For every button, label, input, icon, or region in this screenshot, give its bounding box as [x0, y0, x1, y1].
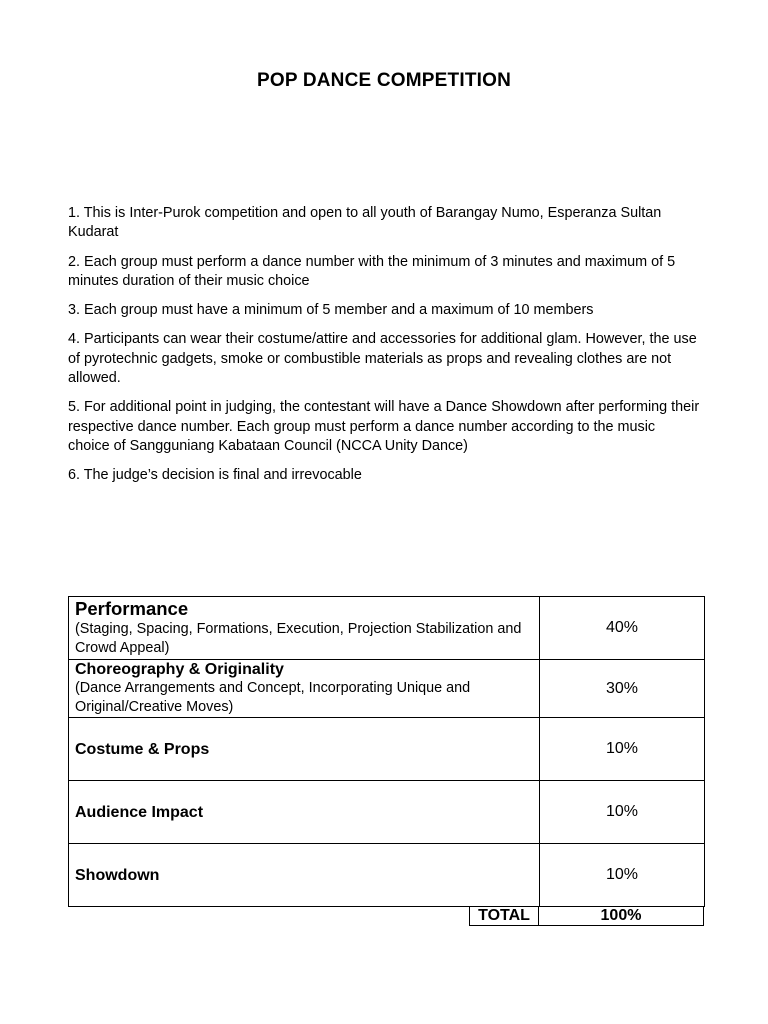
criteria-percentage: 10%: [540, 844, 705, 907]
criteria-cell: [69, 597, 540, 660]
page-title: POP DANCE COMPETITION: [256, 70, 512, 91]
rule-item: 2. Each group must perform a dance number with the minimum of 3 minutes and maximum of 5 minutes duration of their music choice: [68, 253, 676, 289]
criteria-name: Performance: [75, 598, 189, 619]
criteria-row-performance: [69, 597, 705, 660]
criteria-name: Costume & Props: [75, 740, 210, 758]
criteria-name: Choreography & Originality: [75, 661, 284, 678]
criteria-description: (Dance Arrangements and Concept, Incorporating Unique and Original/Creative Moves): [75, 680, 471, 715]
total-value: 100%: [539, 906, 704, 926]
rule-item: 3. Each group must have a minimum of 5 member and a maximum of 10 members: [68, 302, 594, 319]
criteria-name: Audience Impact: [75, 803, 204, 821]
criteria-percentage: 10%: [540, 781, 705, 844]
criteria-cell: [69, 781, 540, 844]
criteria-table: [68, 596, 705, 907]
criteria-row-choreography: [69, 660, 705, 718]
criteria-cell: [69, 844, 540, 907]
criteria-name: Showdown: [75, 866, 160, 884]
criteria-row-costume: [69, 718, 705, 781]
total-row: [469, 906, 704, 927]
criteria-cell: [69, 718, 540, 781]
criteria-percentage: 30%: [540, 660, 705, 718]
criteria-description: (Staging, Spacing, Formations, Execution, Projection Stabilization and Crowd Appeal): [75, 621, 522, 656]
rules-list: [68, 204, 700, 496]
rule-item: 4. Participants can wear their costume/attire and accessories for additional glam. However, the use of pyrotechnic gadgets, smoke or combustible materials as props and revealing clothes are not allowed.: [68, 331, 697, 387]
criteria-percentage: 40%: [540, 597, 705, 660]
criteria-percentage: 10%: [540, 718, 705, 781]
criteria-row-showdown: [69, 844, 705, 907]
criteria-cell: [69, 660, 540, 718]
criteria-row-audience: [69, 781, 705, 844]
rule-item: 1. This is Inter-Purok competition and open to all youth of Barangay Numo, Esperanza Sultan Kudarat: [68, 205, 662, 241]
rule-item: 5. For additional point in judging, the contestant will have a Dance Showdown after performing their respective dance number. Each group must perform a dance number according to the music choice of Sangguniang Kabataan Council (NCCA Unity Dance): [68, 399, 700, 454]
rule-item: 6. The judge’s decision is final and irrevocable: [68, 467, 362, 484]
total-label: TOTAL: [469, 906, 539, 926]
